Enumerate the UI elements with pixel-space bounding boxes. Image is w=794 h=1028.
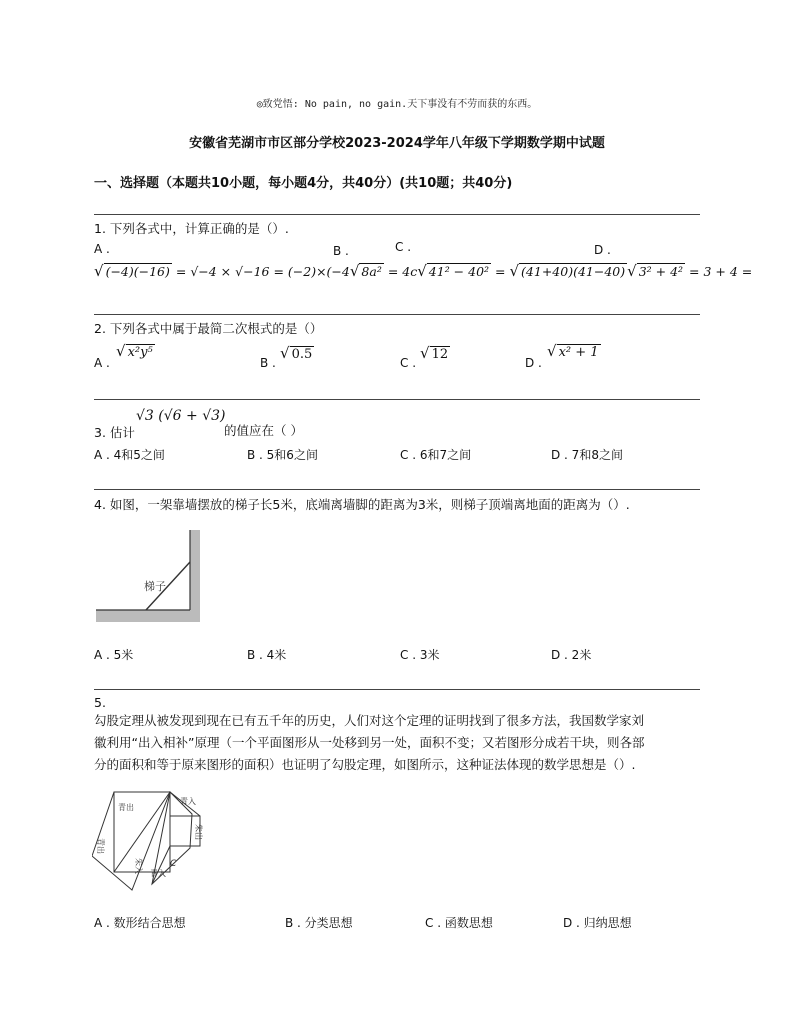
divider xyxy=(94,489,700,490)
wall-shape xyxy=(190,530,200,622)
q5-option-a: A . 数形结合思想 xyxy=(94,916,186,930)
q2-option-d-expr: √ x² + 1 xyxy=(547,342,599,360)
q4-option-d: D . 2米 xyxy=(551,648,592,662)
q3-option-c: C . 6和7之间 xyxy=(400,448,472,462)
divider xyxy=(94,689,700,690)
q5-option-d: D . 归纳思想 xyxy=(563,916,632,930)
q4-option-a: A . 5米 xyxy=(94,648,134,662)
q5-option-c: C . 函数思想 xyxy=(425,916,493,930)
q5-number: 5. xyxy=(94,695,106,710)
q5-text-line-1: 勾股定理从被发现到现在已有五千年的历史，人们对这个定理的证明找到了很多方法，我国数学家刘 xyxy=(94,713,645,728)
motto: ◎致党悟: No pain, no gain.天下事没有不劳而获的东西。 xyxy=(256,99,538,110)
q1-label-c: C . xyxy=(395,240,412,254)
ladder-figure xyxy=(94,530,206,628)
q3-option-b: B . 5和6之间 xyxy=(247,448,318,462)
q1-label-d: D . xyxy=(594,243,611,257)
q2-option-a-label: A . xyxy=(94,356,110,370)
q1-label-a: A . xyxy=(94,242,110,256)
label-qing-chu-top: 青出 xyxy=(118,803,134,812)
q4-option-c: C . 3米 xyxy=(400,648,440,662)
label-point-c: C xyxy=(170,859,177,869)
q3-stem-prefix: 3. 估计 xyxy=(94,425,135,440)
q3-stem-suffix: 的值应在（ ） xyxy=(224,423,303,438)
q1-label-b: B . xyxy=(333,244,349,258)
label-qing-ru-bottom: 青入 xyxy=(150,869,166,878)
q1-expr-d: 3² + 4² xyxy=(638,264,684,279)
ground-shape xyxy=(96,610,200,622)
q4-option-b: B . 4米 xyxy=(247,648,287,662)
q1-stem: 1. 下列各式中，计算正确的是（）. xyxy=(94,221,289,236)
label-zhu-chu: 朱出 xyxy=(194,824,203,840)
q3-option-a: A . 4和5之间 xyxy=(94,448,165,462)
q1-expr-a2: = √−4 × √−16 = (−2)×(−4 xyxy=(175,264,350,279)
q1-expr-a1: (−4)(−16) xyxy=(105,264,170,279)
q2-option-d-label: D . xyxy=(525,356,542,370)
q2-option-c-expr: √ 12 xyxy=(420,344,449,362)
page-title: 安徽省芜湖市市区部分学校2023-2024学年八年级下学期数学期中试题 xyxy=(189,136,605,151)
q1-expr-c1: 41² − 40² xyxy=(428,264,490,279)
q1-expression-line: √ (−4)(−16) = √−4 × √−16 = (−2)×(−4√ 8a² = 4c√ 41² − 40² = √ (41+40)(41−40) √ 3² + 4² = 3 + 4 = xyxy=(94,262,753,280)
q4-stem: 4. 如图，一架靠墙摆放的梯子长5米，底端离墙脚的距离为3米，则梯子顶端离地面的距离为（）. xyxy=(94,497,630,512)
q1-expr-b-eq: = 4c xyxy=(387,264,418,279)
divider xyxy=(94,399,700,400)
q2-option-b-expr: √ 0.5 xyxy=(280,344,313,362)
q2-stem: 2. 下列各式中属于最简二次根式的是（） xyxy=(94,321,323,336)
q3-expression: √3 (√6 + √3) xyxy=(136,408,226,424)
q5-text-line-2: 徽利用“出入相补”原理（一个平面图形从一处移到另一处，面积不变；又若图形分成若干块，则各部 xyxy=(94,735,645,750)
q2-option-b-label: B . xyxy=(260,356,276,370)
ladder-label: 梯子 xyxy=(144,580,166,593)
divider xyxy=(94,314,700,315)
section-heading: 一、选择题（本题共10小题，每小题4分，共40分）(共10题；共40分) xyxy=(94,176,513,191)
label-zhu-ru: 朱入 xyxy=(134,858,143,874)
q2-option-a-expr: √ x²y⁵ xyxy=(116,342,153,360)
q1-expr-c2: (41+40)(41−40) xyxy=(521,264,626,279)
q1-expr-d-eq: = 3 + 4 = xyxy=(689,264,753,279)
label-qing-chu-left: 青出 xyxy=(96,838,105,854)
divider xyxy=(94,214,700,215)
q5-text-line-3: 分的面积和等于原来图形的面积）也证明了勾股定理，如图所示，这种证法体现的数学思想是（）. xyxy=(94,757,636,772)
label-qing-ru-right: 青入 xyxy=(180,797,196,806)
q1-expr-b: 8a² xyxy=(361,264,382,279)
q2-option-c-label: C . xyxy=(400,356,417,370)
q3-option-d: D . 7和8之间 xyxy=(551,448,623,462)
q5-option-b: B . 分类思想 xyxy=(285,916,353,930)
pythagoras-figure xyxy=(92,786,214,896)
